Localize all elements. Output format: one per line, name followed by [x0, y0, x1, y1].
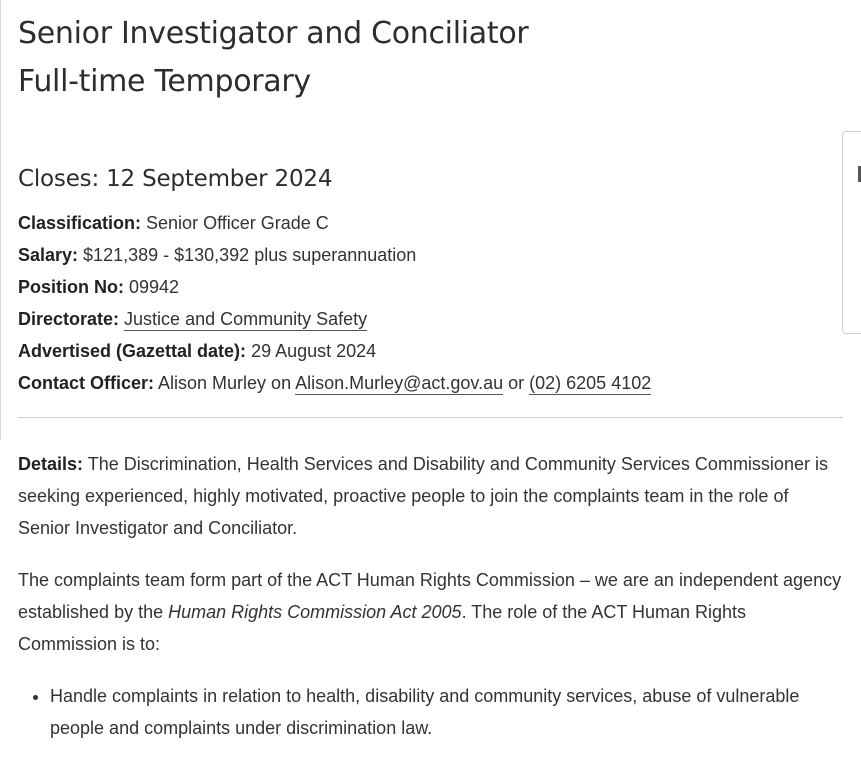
advertised-value: 29 August 2024 — [246, 341, 377, 361]
list-item: • Handle complaints in relation to health, disability and community services, abuse of vulnerable people and complaints under discrimination law. — [50, 680, 843, 744]
directorate-link[interactable]: Justice and Community Safety — [124, 309, 368, 329]
details-paragraph — [18, 448, 843, 544]
section-divider — [18, 417, 843, 418]
contact-name: Alison Murley on — [154, 373, 296, 393]
salary-row — [18, 239, 843, 271]
details-text: The Discrimination, Health Services and Disability and Community Services Commissioner is seeking experienced, highly motivated, proactive people to join the complaints team in the role of Senior Investigator and Conciliator. — [18, 454, 828, 538]
title-line-2: Full-time Temporary — [18, 64, 311, 99]
advertised-label: Advertised (Gazettal date): — [18, 341, 247, 361]
contact-email-link[interactable]: Alison.Murley@act.gov.au — [295, 373, 504, 393]
position-value: 09942 — [124, 277, 180, 297]
contact-or: or — [503, 373, 530, 393]
position-row — [18, 271, 843, 303]
commission-text-a: The complaints team form part of the ACT Human Rights Commission – we are an independent agency established by the — [18, 570, 842, 622]
salary-label: Salary: — [18, 245, 79, 265]
directorate-label: Directorate: — [18, 309, 120, 329]
classification-row — [18, 207, 843, 239]
contact-phone-link[interactable]: (02) 6205 4102 — [529, 373, 652, 393]
salary-value: $121,389 - $130,392 plus superannuation — [78, 245, 417, 265]
details-label: Details: — [18, 454, 84, 474]
advertised-row — [18, 335, 843, 367]
classification-label: Classification: — [18, 213, 142, 233]
contact-row — [18, 367, 843, 399]
commission-text-b: . The role of the ACT Human Rights Commission is to: — [18, 602, 747, 654]
closing-date: Closes: 12 September 2024 — [18, 166, 333, 192]
commission-paragraph — [18, 564, 843, 660]
job-posting — [18, 0, 843, 744]
classification-value: Senior Officer Grade C — [141, 213, 329, 233]
commission-roles-list — [18, 680, 843, 744]
contact-label: Contact Officer: — [18, 373, 155, 393]
left-border — [0, 0, 1, 440]
side-panel[interactable] — [842, 131, 861, 334]
job-details-list — [18, 207, 843, 399]
title-line-1: Senior Investigator and Conciliator — [18, 16, 529, 51]
position-label: Position No: — [18, 277, 124, 297]
directorate-row — [18, 303, 843, 335]
page-title — [18, 10, 843, 106]
act-name: Human Rights Commission Act 2005 — [168, 602, 462, 622]
